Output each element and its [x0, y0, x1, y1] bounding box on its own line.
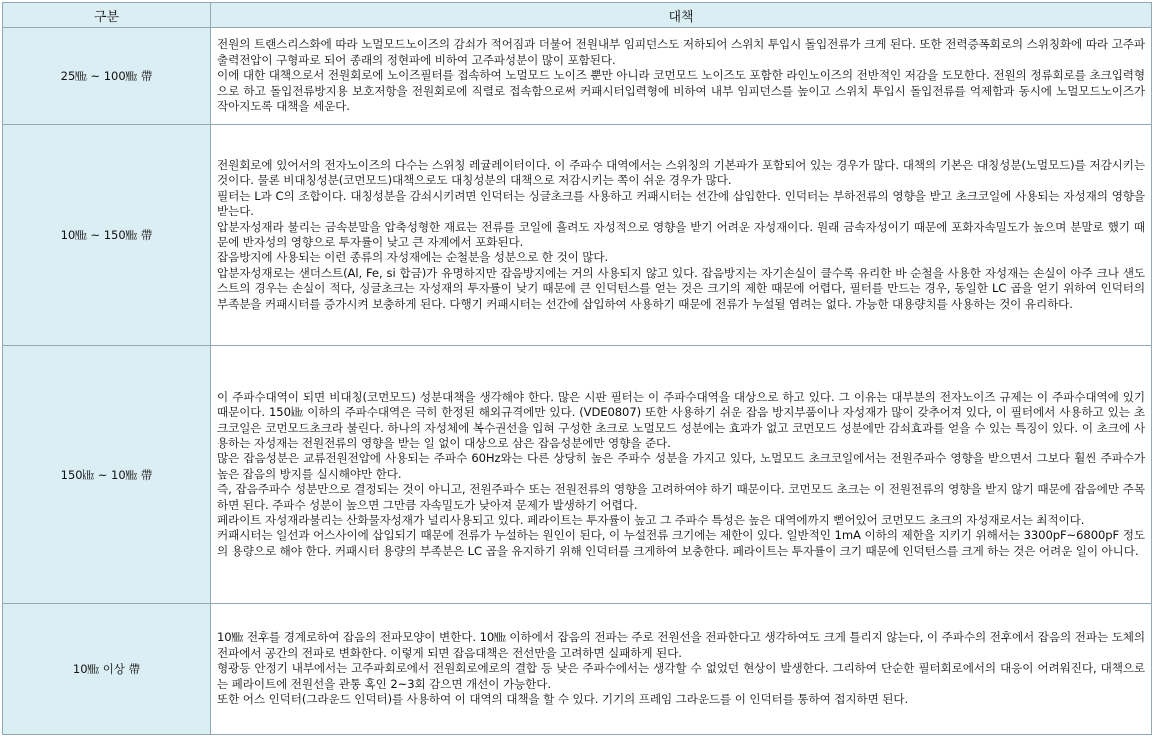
- measure-paragraph: 이에 대한 대책으로서 전원회로에 노이즈필터를 접속하여 노멀모드 노이즈 뿐만 아니라 코먼모드 노이즈도 포함한 라인노이즈의 전반적인 저감을 도모한다. 전원의 정류회로를 초크입력형으로 하고 돌입전류방지용 보호저항을 전원회로에 직렬로 접속함으로써 커패시터입력형에 비하여 내부 임피던스를 높이고 스위치 투입시 돌입전류를 억제함과 동시에 노멀모드노이즈가 작아지도록 대책을 세운다.: [217, 68, 1145, 114]
- noise-measures-table: [2, 2, 1152, 735]
- measure-paragraph: 필터는 L과 C의 조합이다. 대칭성분을 감쇠시키려면 인덕터는 싱글초크를 사용하고 커패시터는 선간에 삽입한다. 인덕터는 부하전류의 영향을 받고 초크코일에 사용되는 자성재의 영향을 받는다.: [217, 188, 1145, 219]
- measure-paragraph: 전원의 트랜스리스화에 따라 노멀모드노이즈의 감쇠가 적어짐과 더불어 전원내부 임피던스도 저하되어 스위치 투입시 돌입전류가 크게 된다. 또한 전력증폭회로의 스위칭화에 따라 고주파 출력전압이 구형파로 되어 종래의 정현파에 비하여 고주파성분이 많이 포함된다.: [217, 37, 1145, 67]
- measure-cell: [211, 604, 1152, 735]
- measure-paragraph: 많은 잡음성분은 교류전원전압에 사용되는 주파수 60Hz와는 다른 상당히 높은 주파수 성분을 가지고 있다, 노멀모드 초크코일에서는 전원주파수 영향을 받으면서 그보다 훨씬 주파수가 높은 잡음의 방지를 실시해야만 한다.: [217, 451, 1145, 481]
- measure-paragraph: 압분자성재라 불리는 금속분말을 압축성형한 재료는 전류를 코일에 흘려도 자성적으로 영향을 받기 어려운 자성재이다. 원래 금속자성이기 때문에 포화자속밀도가 높으며 분말로 했기 때문에 반자성의 영향으로 투자률이 낮고 큰 자계에서 포화된다.: [217, 219, 1145, 249]
- measure-paragraph: 형광등 안정기 내부에서는 고주파회로에서 전원회로에로의 결합 등 낮은 주파수에서는 생각할 수 없었던 현상이 발생한다. 그리하여 단순한 필터회로에서의 대응이 어려워진다, 대책으로는 페라이트에 전원선을 관통 혹인 2~3회 감으면 개선이 가능한다.: [217, 661, 1145, 691]
- table-row: [3, 346, 1152, 604]
- table-row: [3, 604, 1152, 735]
- measure-cell: [211, 28, 1152, 125]
- measure-paragraph: 압분자성재로는 샌더스트(Al, Fe, si 합금)가 유명하지만 잡음방지에는 거의 사용되지 않고 있다. 잡음방지는 자기손실이 클수록 유리한 바 순철을 사용한 자성재는 손실이 아주 크나 샌도스트의 경우는 손실이 적다, 싱글초크는 자성재의 투자률이 낮기 때문에 큰 인덕턴스를 얻는 것은 크기의 제한 때문에 어렵다, 필터를 만드는 경우, 동일한 LC 곱을 얻기 위하여 인덕터의 부족분을 커패시터를 증가시켜 보충하게 된다. 다행기 커패시터는 선간에 삽입하여 사용하기 때문에 전류가 누설될 염려는 없다. 가능한 대용량치를 사용하는 것이 유리하다.: [217, 265, 1145, 311]
- measure-paragraph: 즉, 잡음주파수 성분만으로 결정되는 것이 아니고, 전원주파수 또는 전원전류의 영향을 고려하여야 하기 때문이다. 코먼모드 초크는 이 전원전류의 영향을 받지 않기 때문에 잡음에만 주목하면 된다. 주파수 성분이 높으면 그만큼 자속밀도가 낮아져 문제가 발생하기 어렵다.: [217, 482, 1145, 512]
- measure-paragraph: 전원회로에 있어서의 전자노이즈의 다수는 스위칭 레귤레이터이다. 이 주파수 대역에서는 스위칭의 기본파가 포함되어 있는 경우가 많다. 대책의 기본은 대칭성분(노멀모드)를 저감시키는 것이다. 물론 비대칭성분(코먼모드)대책으로도 대칭성분의 대책으로 저감시키는 쪽이 쉬운 경우가 많다.: [217, 157, 1145, 188]
- table-header-row: [3, 3, 1152, 28]
- frequency-range-cell: 150㎑ ~ 10㎒ 帶: [3, 346, 211, 604]
- measure-paragraph: 10㎒ 전후를 경계로하여 잡음의 전파모양이 변한다. 10㎒ 이하에서 잡음의 전파는 주로 전원선을 전파한다고 생각하여도 크게 틀리지 않는다, 이 주파수의 전후에서 잡음의 전파는 도체의 전파에서 공간의 전파로 변화한다. 이렇게 되면 잡음대책은 전선만을 고려하면 실패하게 된다.: [217, 630, 1145, 660]
- frequency-range-cell: 25㎒ ~ 100㎒ 帶: [3, 28, 211, 125]
- measure-cell: [211, 346, 1152, 604]
- header-category: 구분: [3, 3, 211, 28]
- measure-paragraph: 이 주파수대역이 되면 비대칭(코먼모드) 성분대책을 생각해야 한다. 많은 시판 필터는 이 주파수대역을 대상으로 하고 있다. 그 이유는 대부분의 전자노이즈 규제는 이 주파수대역에 있기 때문이다. 150㎑ 이하의 주파수대역은 극히 한정된 해외규격에만 있다. (VDE0807) 또한 사용하기 쉬운 잡음 방지부품이나 자성재가 많이 갖추어져 있다, 이 필터에서 사용하고 있는 초크코일은 코먼모드초크라 불린다. 하나의 자성체에 복수권선을 입혀 구성한 초크로 노멀모드 성분에는 효과가 없고 코먼모드 성분에만 감쇠효과를 얻을 수 있는 특징이 있다. 이 초크에 사용하는 자성재는 전원전류의 영향을 받는 일 없이 대상으로 삼은 잡음성분에만 영향을 준다.: [217, 389, 1145, 450]
- measure-paragraph: 잡음방지에 사용되는 이런 종류의 자성재에는 순철분을 성분으로 한 것이 많다.: [217, 250, 609, 265]
- frequency-range-cell: 10㎒ 이상 帶: [3, 604, 211, 735]
- measure-cell: [211, 125, 1152, 346]
- table-row: [3, 125, 1152, 346]
- header-measure: 대책: [211, 3, 1152, 28]
- table-row: [3, 28, 1152, 125]
- measures-table-wrapper: [2, 2, 1151, 735]
- measure-paragraph: 커패시터는 일선과 어스사이에 삽입되기 때문에 전류가 누설하는 원인이 된다, 이 누설전류 크기에는 제한이 있다. 일반적인 1mA 이하의 제한을 지키기 위해서는 3300pF~6800pF 정도의 용량으로 해야 한다. 커패시터 용량의 부족분은 LC 곱을 유지하기 위해 인덕터를 크게하여 보충한다. 페라이트는 투자률이 크기 때문에 인덕턴스를 크게 하는 것은 어려운 일이 아니다.: [217, 528, 1145, 558]
- measure-paragraph: 페라이트 자성재라불리는 산화물자성재가 널리사용되고 있다. 페라이트는 투자률이 높고 그 주파수 특성은 높은 대역에까지 뻗어있어 코먼모드 초크의 자성재로서는 최적이다.: [217, 513, 1085, 528]
- frequency-range-cell: 10㎒ ~ 150㎒ 帶: [3, 125, 211, 346]
- measure-paragraph: 또한 어스 인덕터(그라운드 인덕터)를 사용하여 이 대역의 대책을 할 수 있다. 기기의 프레임 그라운드를 이 인덕터를 통하여 접지하면 된다.: [217, 692, 909, 707]
